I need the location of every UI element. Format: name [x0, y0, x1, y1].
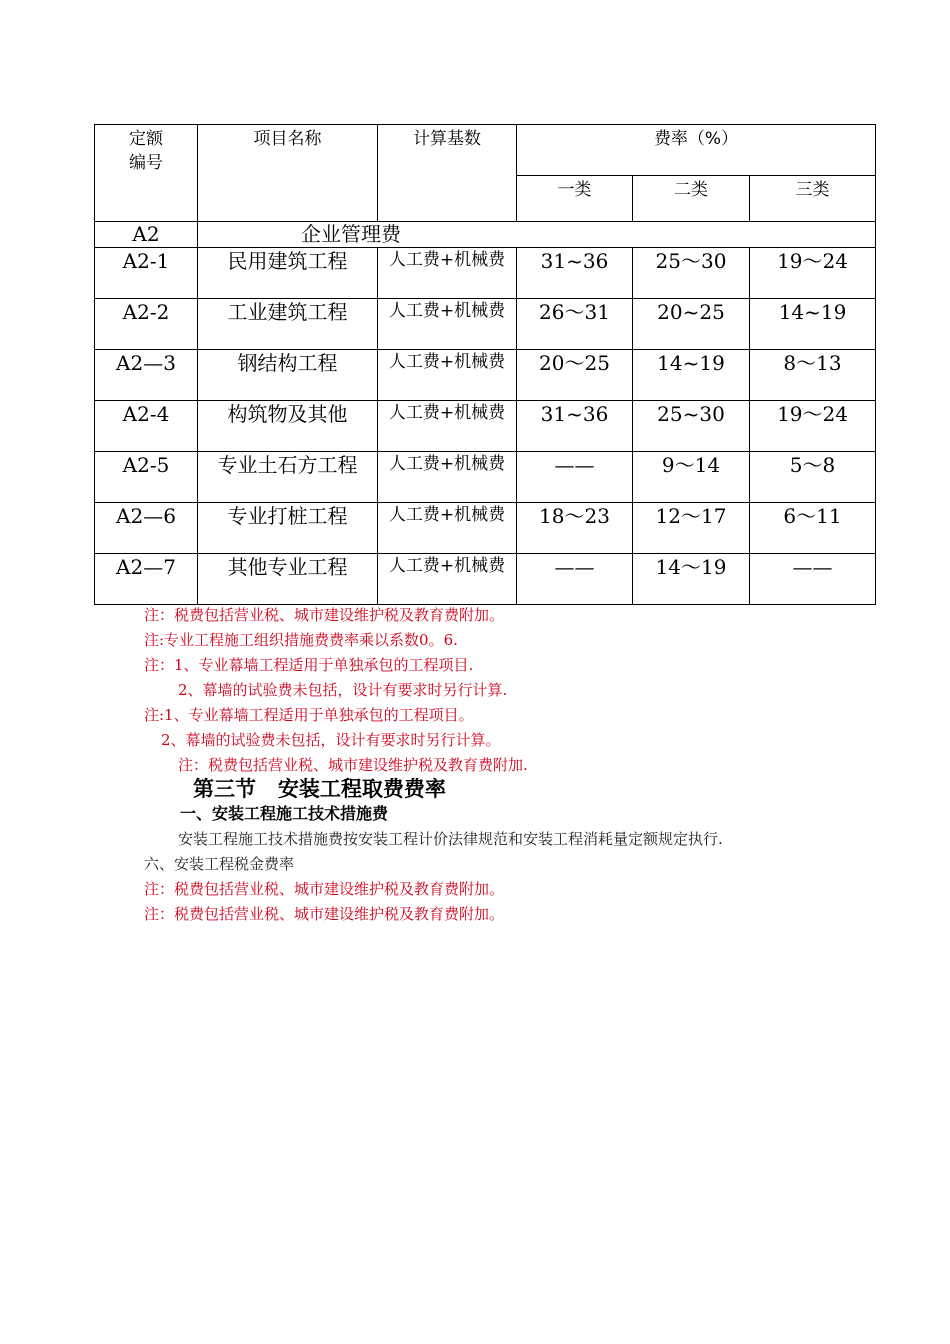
table-row	[95, 248, 876, 299]
note-line: 注：税费包括营业税、城市建设维护税及教育费附加。	[144, 905, 505, 923]
row-class-3: 19～24	[750, 248, 876, 299]
row-basis: 人工费+机械费	[378, 554, 517, 605]
header-name: 项目名称	[198, 125, 378, 222]
row-name: 工业建筑工程	[198, 299, 378, 350]
section-code: A2	[95, 222, 198, 248]
row-name: 钢结构工程	[198, 350, 378, 401]
note-line: 注：1、专业幕墙工程适用于单独承包的工程项目.	[144, 656, 474, 674]
row-class-2: 12～17	[633, 503, 750, 554]
row-basis: 人工费+机械费	[378, 503, 517, 554]
table-row	[95, 401, 876, 452]
table-row	[95, 503, 876, 554]
row-class-1: 20～25	[517, 350, 633, 401]
header-code: 定额 编号	[95, 125, 198, 222]
header-class-2: 二类	[633, 176, 750, 222]
row-basis: 人工费+机械费	[378, 350, 517, 401]
row-class-3: ——	[750, 554, 876, 605]
row-code: A2—3	[95, 350, 198, 401]
row-class-3: 19～24	[750, 401, 876, 452]
table-row	[95, 554, 876, 605]
row-code: A2-4	[95, 401, 198, 452]
header-basis: 计算基数	[378, 125, 517, 222]
note-line: 2、幕墙的试验费未包括，设计有要求时另行计算。	[161, 731, 501, 749]
row-basis: 人工费+机械费	[378, 299, 517, 350]
row-code: A2-5	[95, 452, 198, 503]
fee-rate-table	[94, 124, 876, 605]
row-name: 专业土石方工程	[198, 452, 378, 503]
row-name: 专业打桩工程	[198, 503, 378, 554]
row-class-2: 14~19	[633, 350, 750, 401]
row-class-2: 20~25	[633, 299, 750, 350]
note-line: 注：税费包括营业税、城市建设维护税及教育费附加。	[144, 880, 505, 898]
row-class-2: 9～14	[633, 452, 750, 503]
row-code: A2-2	[95, 299, 198, 350]
note-line: 注：税费包括营业税、城市建设维护税及教育费附加。	[144, 606, 505, 624]
row-name: 民用建筑工程	[198, 248, 378, 299]
note-line: 注:1、专业幕墙工程适用于单独承包的工程项目。	[144, 706, 474, 724]
row-class-3: 8～13	[750, 350, 876, 401]
row-code: A2—7	[95, 554, 198, 605]
row-class-2: 25～30	[633, 248, 750, 299]
row-class-3: 5～8	[750, 452, 876, 503]
subsection-heading: 一、安装工程施工技术措施费	[180, 804, 389, 823]
row-basis: 人工费+机械费	[378, 452, 517, 503]
note-line: 2、幕墙的试验费未包括，设计有要求时另行计算.	[178, 681, 508, 699]
row-class-2: 14～19	[633, 554, 750, 605]
row-name: 构筑物及其他	[198, 401, 378, 452]
row-class-1: 26～31	[517, 299, 633, 350]
note-line: 注:专业工程施工组织措施费费率乘以系数0。6.	[144, 631, 458, 649]
row-class-1: ——	[517, 554, 633, 605]
table-row	[95, 299, 876, 350]
header-rate: 费率（%）	[517, 125, 876, 176]
section-title: 企业管理费	[198, 222, 876, 248]
section-heading: 第三节 安装工程取费费率	[193, 777, 446, 801]
row-name: 其他专业工程	[198, 554, 378, 605]
table-row	[95, 350, 876, 401]
row-basis: 人工费+机械费	[378, 401, 517, 452]
table-row	[95, 452, 876, 503]
row-code: A2—6	[95, 503, 198, 554]
row-class-1: 18～23	[517, 503, 633, 554]
paragraph: 安装工程施工技术措施费按安装工程计价法律规范和安装工程消耗量定额规定执行.	[178, 830, 723, 848]
row-basis: 人工费+机械费	[378, 248, 517, 299]
row-class-1: ——	[517, 452, 633, 503]
subsection-heading: 六、安装工程税金费率	[144, 855, 295, 873]
row-class-3: 14~19	[750, 299, 876, 350]
note-line: 注：税费包括营业税、城市建设维护税及教育费附加.	[178, 756, 528, 774]
header-class-3: 三类	[750, 176, 876, 222]
header-class-1: 一类	[517, 176, 633, 222]
row-class-1: 31~36	[517, 401, 633, 452]
row-class-2: 25~30	[633, 401, 750, 452]
row-class-3: 6～11	[750, 503, 876, 554]
row-class-1: 31~36	[517, 248, 633, 299]
row-code: A2-1	[95, 248, 198, 299]
